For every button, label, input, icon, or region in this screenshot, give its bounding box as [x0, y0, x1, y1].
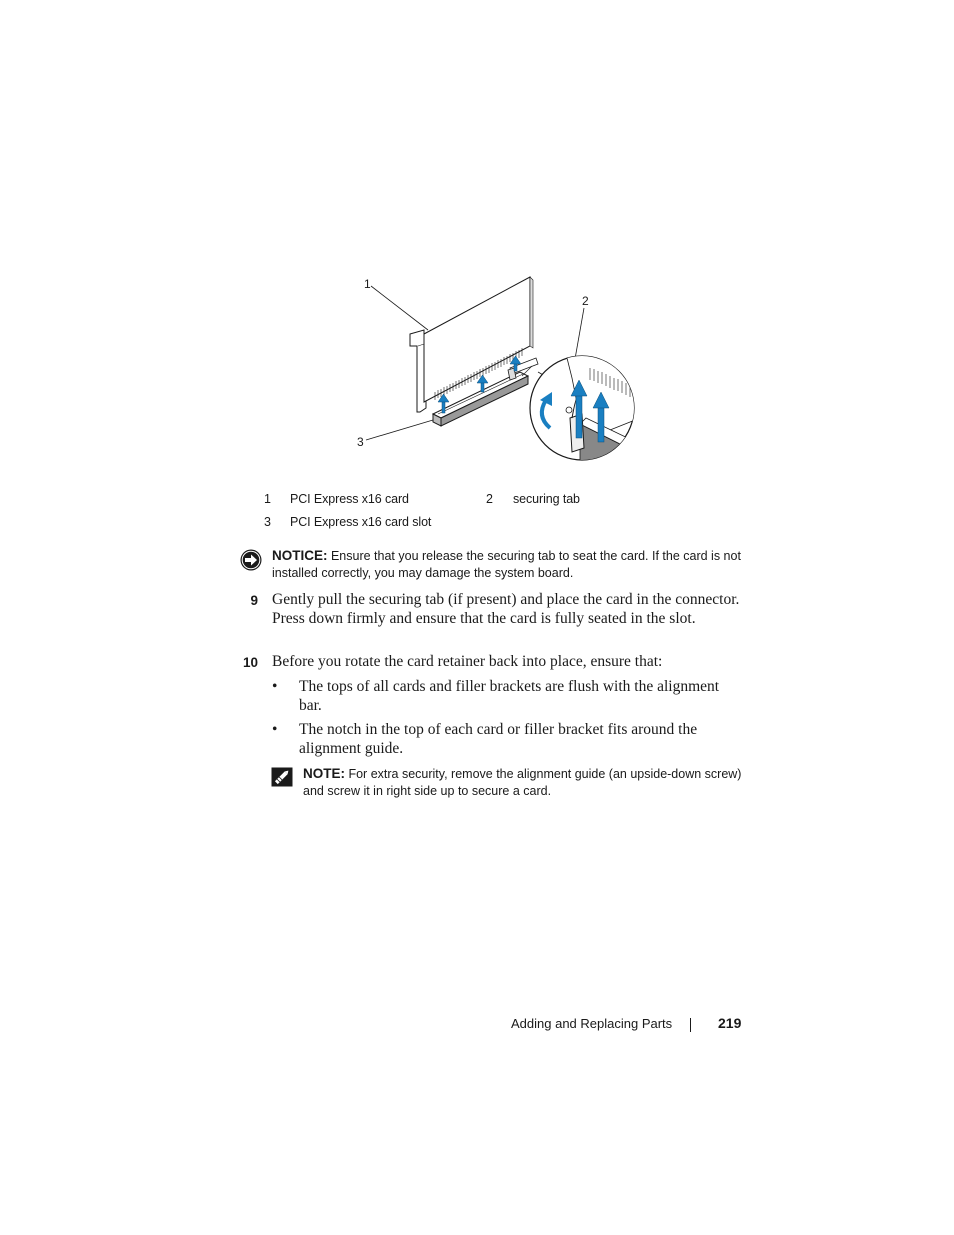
callout-1: 1: [364, 277, 371, 291]
legend-text-1: PCI Express x16 card: [290, 492, 409, 506]
page-number: 219: [718, 1015, 742, 1031]
bullet-marker: •: [272, 721, 278, 738]
step-10-text: Before you rotate the card retainer back into place, ensure that:: [272, 653, 663, 670]
step-9-number: 9: [250, 593, 258, 608]
step-10-number: 10: [242, 655, 258, 670]
securing-tab-detail-zoom: [530, 354, 640, 468]
legend-num-3: 3: [264, 515, 271, 529]
note-label: NOTE:: [303, 766, 345, 781]
bullet-text-1: The tops of all cards and filler brackets are flush with the alignment bar.: [299, 678, 720, 714]
legend-text-3: PCI Express x16 card slot: [290, 515, 432, 529]
footer-separator: [690, 1018, 691, 1032]
bullet-item-1: [272, 678, 742, 718]
page-footer: [500, 1015, 745, 1035]
legend-num-1: 1: [264, 492, 271, 506]
pci-card-installation-figure: [340, 268, 640, 468]
callout-2: 2: [582, 294, 589, 308]
notice-text: [272, 547, 742, 582]
callout-1-leader: [371, 286, 428, 330]
notice-label: NOTICE:: [272, 548, 328, 563]
note-text: [303, 765, 743, 800]
step-9-text: Gently pull the securing tab (if present) and place the card in the connector. Press down firmly and ensure that the card is fully seated in the slot.: [272, 591, 740, 627]
bullet-item-2: [272, 721, 742, 761]
legend-text-2: securing tab: [513, 492, 580, 506]
note-body: For extra security, remove the alignment guide (an upside-down screw) and screw it in right side up to secure a card.: [303, 767, 742, 798]
footer-section-title: Adding and Replacing Parts: [511, 1016, 673, 1031]
callout-3: 3: [357, 435, 364, 449]
notice-body: Ensure that you release the securing tab to seat the card. If the card is not installed correctly, you may damage the system board.: [272, 549, 741, 580]
notice-icon: [240, 549, 262, 571]
pencil-note-icon: [271, 767, 293, 787]
callout-3-leader: [366, 420, 433, 440]
legend-num-2: 2: [486, 492, 493, 506]
pci-card-illustration: [340, 268, 640, 468]
bullet-text-2: The notch in the top of each card or filler bracket fits around the alignment guide.: [299, 721, 698, 757]
bullet-marker: •: [272, 678, 278, 695]
